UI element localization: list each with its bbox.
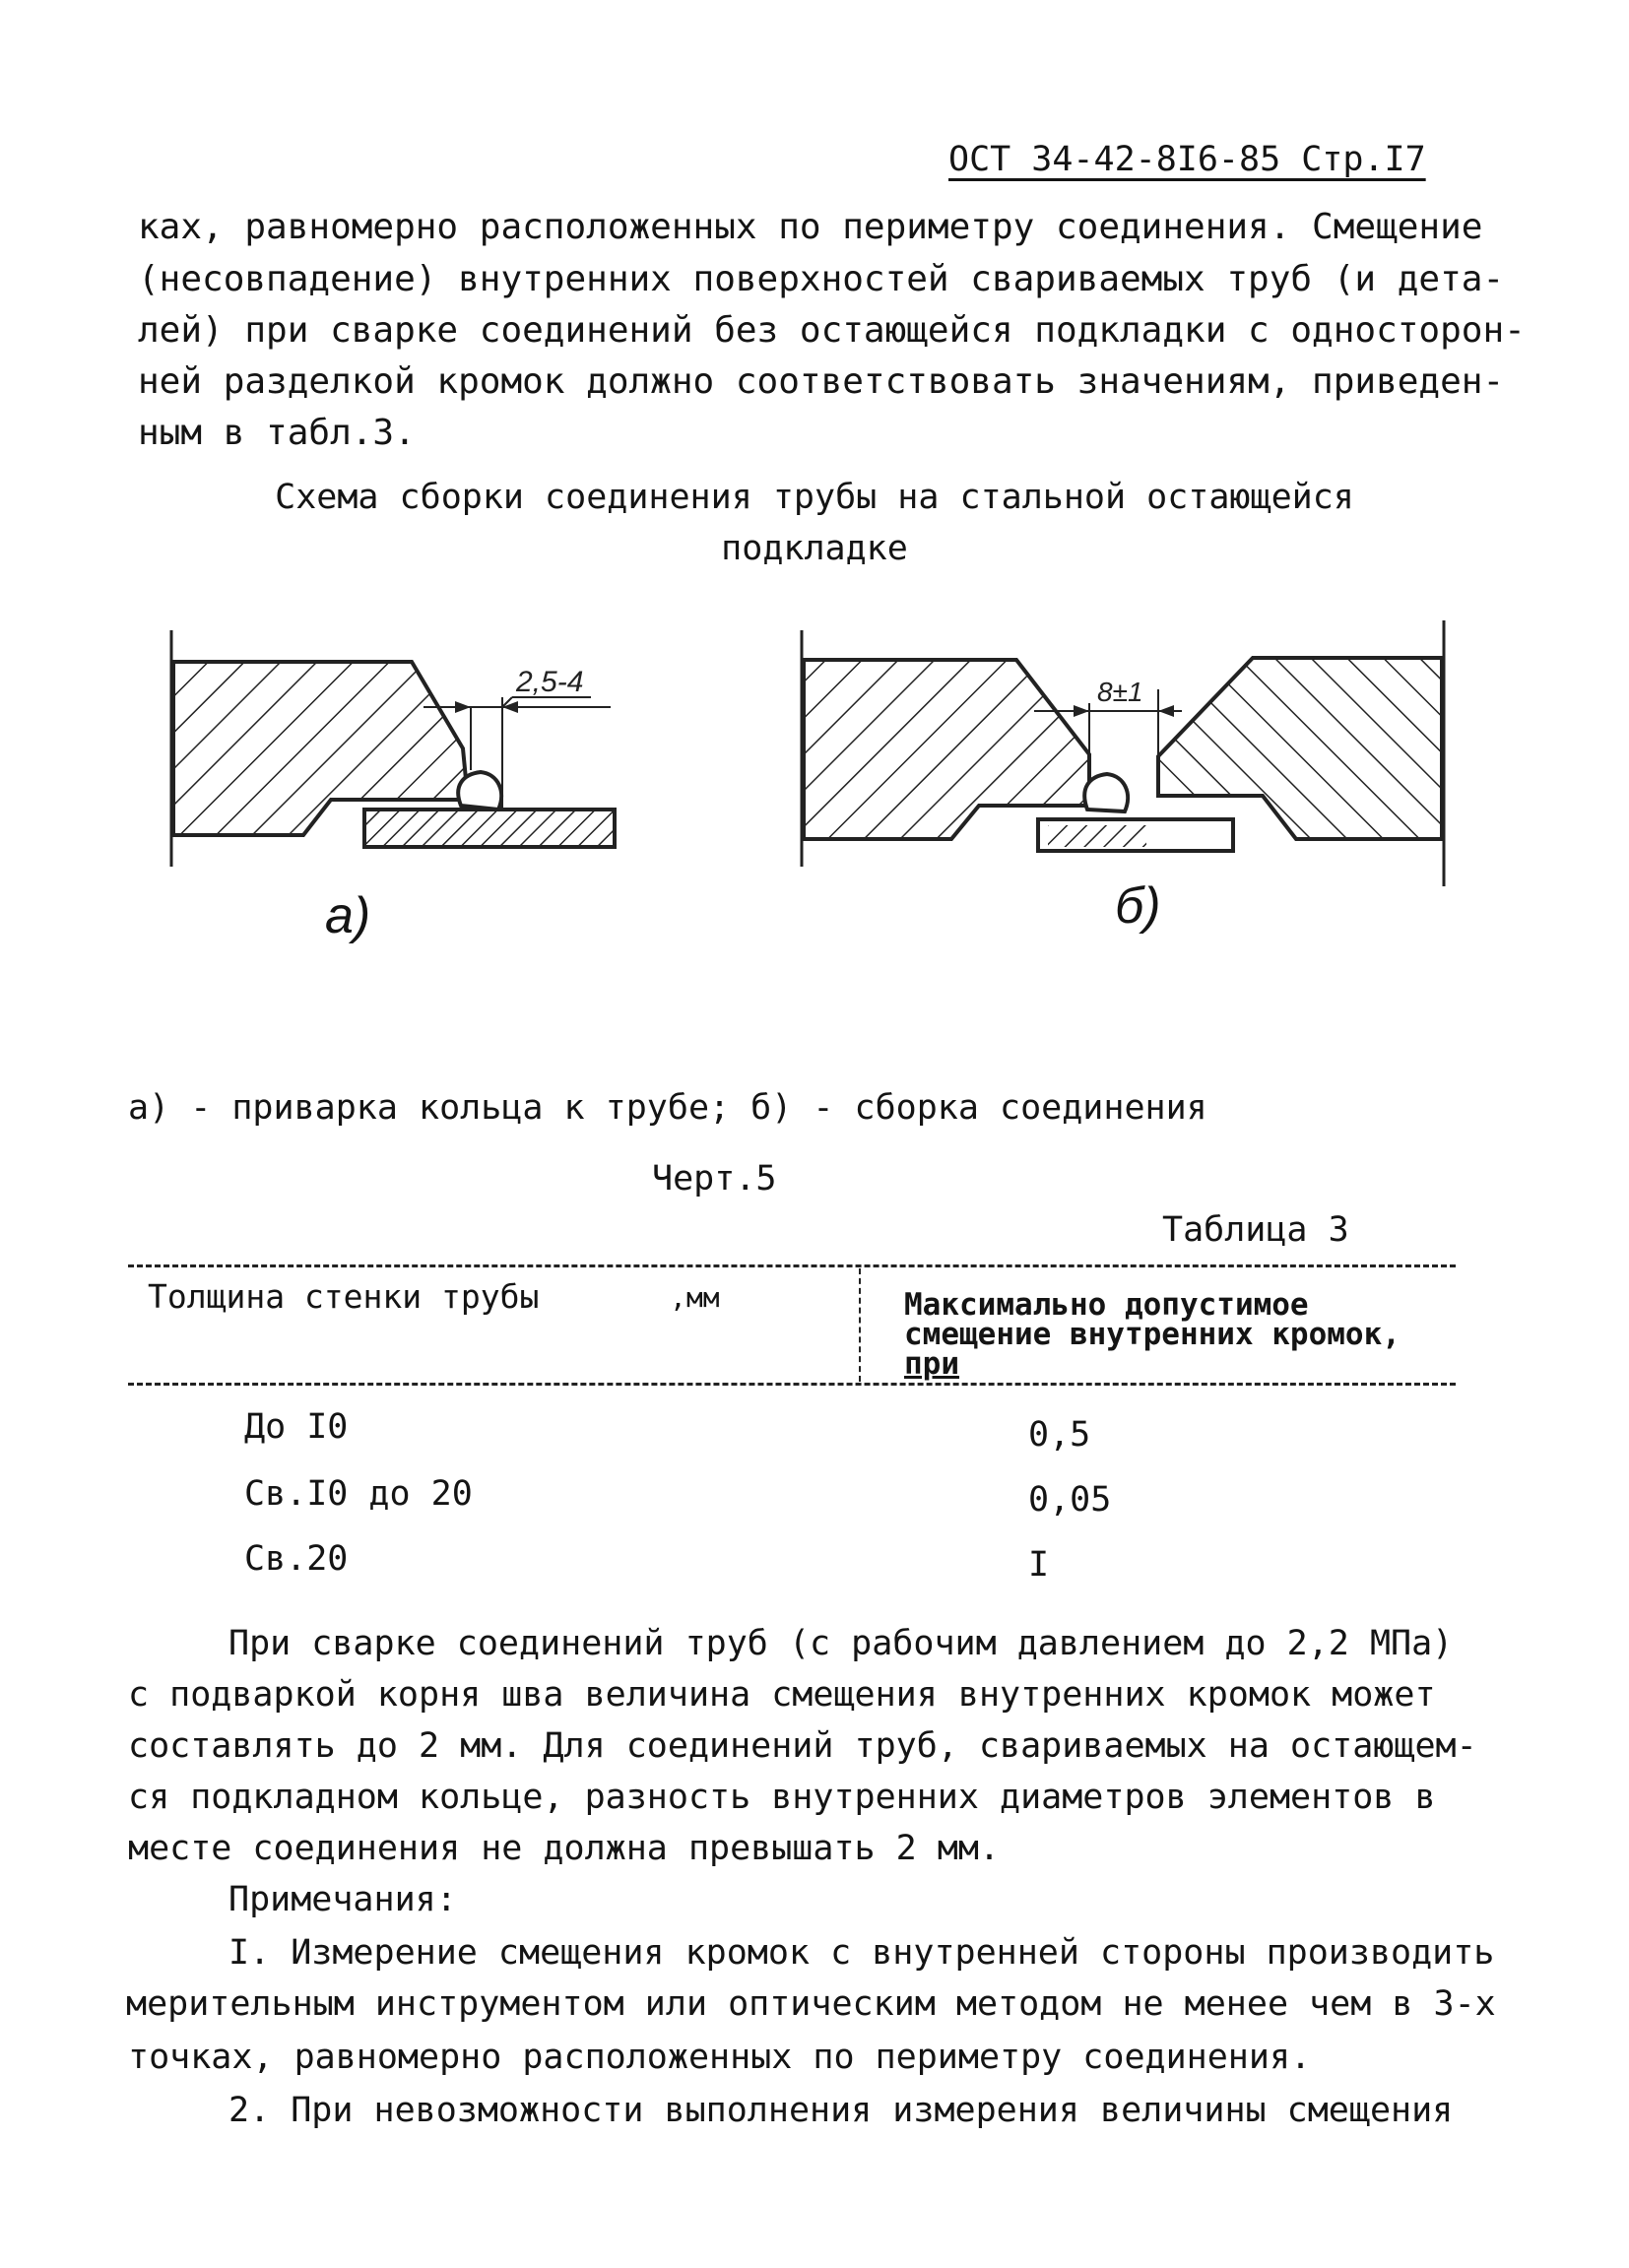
welding-schematic-figure [0, 591, 1629, 965]
paragraph-1-line-1: каx, равномерно расположенных по периметру соединения. Смещение [138, 207, 1483, 247]
note-1-line-1: I. Измерение смещения кромок с внутренней стороны производить [228, 1933, 1495, 1973]
table-col2-header-line-3: при [904, 1346, 959, 1382]
figure-caption: а) - приварка кольца к трубе; б) - сборка соединения [128, 1088, 1207, 1128]
document-code-header: ОСТ 34-42-8I6-85 Стр.I7 [948, 140, 1426, 179]
figure-number: Черт.5 [652, 1159, 777, 1199]
table-row-1-offset: 0,5 [1028, 1415, 1091, 1455]
figure-a-drawing [171, 630, 615, 867]
table-row-2-offset: 0,05 [1028, 1480, 1112, 1520]
table-title: Таблица 3 [1162, 1210, 1349, 1250]
paragraph-1-line-4: ней разделкой кромок должно соответствовать значениям, приведен- [138, 361, 1505, 402]
paragraph-2-line-2: с подваркой корня шва величина смещения внутренних кромок может [128, 1675, 1436, 1715]
table-col2-header-line-2: смещение внутренних кромок, [904, 1317, 1401, 1352]
paragraph-2-line-3: составлять до 2 мм. Для соединений труб, свариваемых на остающем- [128, 1726, 1477, 1766]
paragraph-1-line-3: лей) при сварке соединений без остающейся подкладки с односторон- [138, 310, 1526, 351]
figure-a-weld-bead [458, 772, 501, 810]
note-1-line-2: мерительным инструментом или оптическим методом не менее чем в 3-х [126, 1984, 1496, 2024]
table-col1-header: Толщина стенки трубы [148, 1277, 540, 1316]
paragraph-1-line-2: (несовпадение) внутренних поверхностей свариваемых труб (и дета- [138, 259, 1505, 299]
table-header-rule [128, 1383, 1456, 1386]
paragraph-1-line-5: ным в табл.3. [138, 413, 416, 453]
table-col2-header-line-1: Максимально допустимое [904, 1287, 1309, 1323]
figure-a-backing-ring [364, 810, 615, 847]
figure-title-line-1: Схема сборки соединения трубы на стальной остающейся [275, 478, 1354, 517]
figure-b-drawing [802, 620, 1444, 886]
figure-title-line-2: подкладке [721, 529, 908, 568]
table-row-3-offset: I [1028, 1545, 1050, 1585]
table-row-2-thickness: Св.I0 до 20 [244, 1474, 473, 1514]
figure-a-label: а) [325, 887, 371, 944]
table-top-rule [128, 1264, 1456, 1267]
paragraph-2-line-5: месте соединения не должна превышать 2 мм. [128, 1829, 1001, 1868]
table-row-1-thickness: До I0 [244, 1407, 349, 1447]
notes-heading: Примечания: [228, 1880, 457, 1919]
figure-b-dimension-label: 8±1 [1097, 677, 1143, 707]
table-column-separator [859, 1268, 861, 1382]
figure-b-label: б) [1115, 877, 1161, 935]
figure-a-dimension-label: 2,5-4 [516, 666, 584, 698]
figure-b-pipe-right [1158, 658, 1442, 839]
figure-b-weld-bead [1084, 774, 1128, 811]
note-1-line-3: точках, равномерно расположенных по периметру соединения. [128, 2038, 1312, 2077]
table-col1-unit: ,мм [670, 1281, 720, 1314]
table-row-3-thickness: Св.20 [244, 1539, 349, 1579]
figure-b-pipe-left [804, 660, 1089, 839]
note-2-line-1: 2. При невозможности выполнения измерения величины смещения [228, 2091, 1454, 2130]
paragraph-2-line-1: При сварке соединений труб (с рабочим давлением до 2,2 МПа) [228, 1624, 1454, 1663]
paragraph-2-line-4: ся подкладном кольце, разность внутренних диаметров элементов в [128, 1778, 1436, 1817]
